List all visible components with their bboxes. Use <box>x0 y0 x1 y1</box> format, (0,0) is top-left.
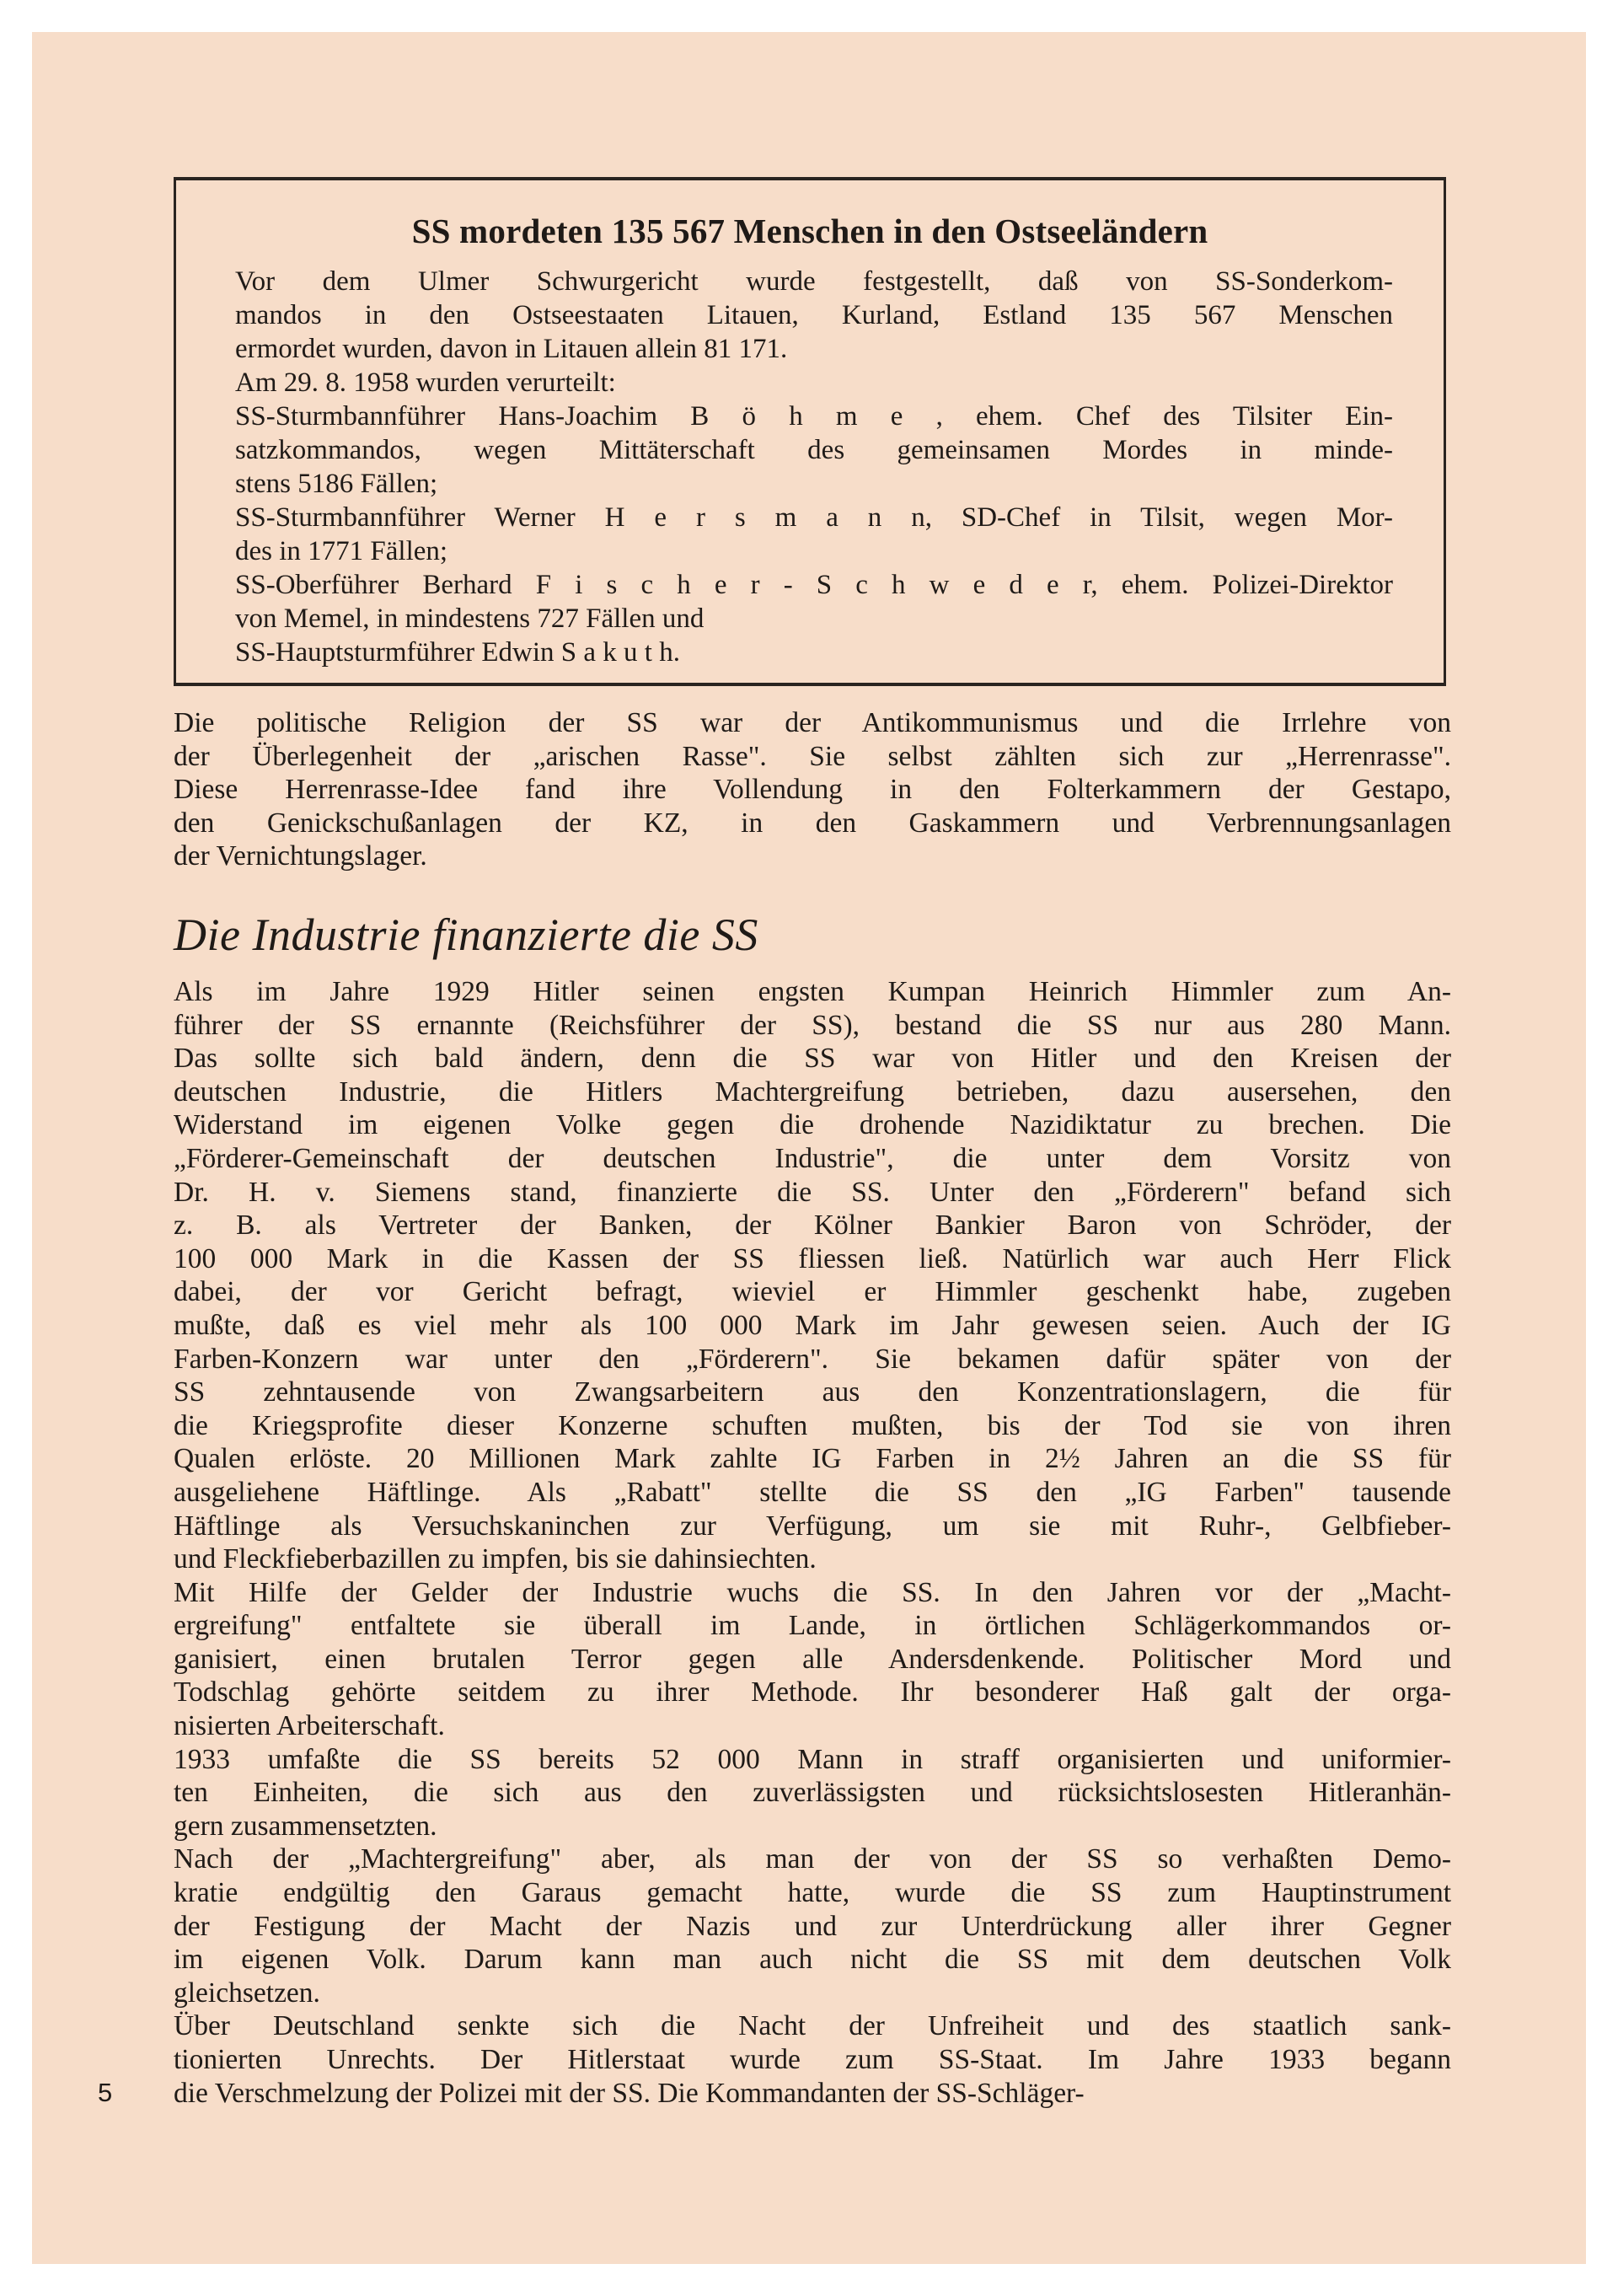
box-line: satzkommandos, wegen Mittäterschaft des gemeinsamen Mordes in minde- <box>235 435 1393 465</box>
section-line: 100 000 Mark in die Kassen der SS fliessen ließ. Natürlich war auch Herr Flick <box>174 1242 1451 1274</box>
box-line: ermordet wurden, davon in Litauen allein 81 171. <box>235 334 788 364</box>
box-text <box>235 265 1393 669</box>
section-line: Über Deutschland senkte sich die Nacht der Unfreiheit und des staatlich sank- <box>174 2010 1451 2042</box>
section-line: führer der SS ernannte (Reichsführer der SS), bestand die SS nur aus 280 Mann. <box>174 1009 1451 1041</box>
page-number: 5 <box>98 2078 113 2107</box>
section-line: Qualen erlöste. 20 Millionen Mark zahlte IG Farben in 2½ Jahren an die SS für <box>174 1443 1451 1475</box>
intro-line: der Vernichtungslager. <box>174 840 427 872</box>
box-line: von Memel, in mindestens 727 Fällen und <box>235 604 705 634</box>
box-line: des in 1771 Fällen; <box>235 536 448 566</box>
section-line: Nach der „Machtergreifung" aber, als man der von der SS so verhaßten Demo- <box>174 1843 1451 1875</box>
intro-line: Die politische Religion der SS war der Antikommunismus und die Irrlehre von <box>174 707 1451 738</box>
section-line: z. B. als Vertreter der Banken, der Kölner Bankier Baron von Schröder, der <box>174 1210 1451 1242</box>
section-line: Dr. H. v. Siemens stand, finanzierte die SS. Unter den „Förderern" befand sich <box>174 1176 1451 1208</box>
box-line: SS-Hauptsturmführer Edwin S a k u t h. <box>235 637 680 668</box>
section-line: ten Einheiten, die sich aus den zuverlässigsten und rücksichtslosesten Hitleranhän- <box>174 1777 1451 1809</box>
section-line: nisierten Arbeiterschaft. <box>174 1710 445 1742</box>
section-line: Farben-Konzern war unter den „Förderern". Sie bekamen dafür später von der <box>174 1343 1451 1375</box>
section-line: gleichsetzen. <box>174 1977 320 2009</box>
section-line: die Verschmelzung der Polizei mit der SS. Die Kommandanten der SS-Schläger- <box>174 2077 1085 2109</box>
section-line: der Festigung der Macht der Nazis und zur Unterdrückung aller ihrer Gegner <box>174 1910 1451 1942</box>
section-line: mußte, daß es viel mehr als 100 000 Mark im Jahr gewesen seien. Auch der IG <box>174 1309 1451 1341</box>
section-line: Todschlag gehörte seitdem zu ihrer Methode. Ihr besonderer Haß galt der orga- <box>174 1676 1451 1709</box>
section-line: und Fleckfieberbazillen zu impfen, bis sie dahinsiechten. <box>174 1543 817 1575</box>
boxed-news-item <box>174 177 1446 686</box>
box-line: Am 29. 8. 1958 wurden verurteilt: <box>235 367 616 398</box>
section-line: tionierten Unrechts. Der Hitlerstaat wurde zum SS-Staat. Im Jahre 1933 begann <box>174 2044 1451 2075</box>
section-line: Als im Jahre 1929 Hitler seinen engsten Kumpan Heinrich Himmler zum An- <box>174 976 1451 1007</box>
section-line: Häftlinge als Versuchskaninchen zur Verfügung, um sie mit Ruhr-, Gelbfieber- <box>174 1510 1451 1542</box>
box-title: SS mordeten 135 567 Menschen in den Ostseeländern <box>411 212 1208 250</box>
intro-paragraph <box>174 706 1451 873</box>
section-line: gern zusammensetzten. <box>174 1810 437 1842</box>
section-line: ausgeliehene Häftlinge. Als „Rabatt" stellte die SS den „IG Farben" tausende <box>174 1476 1451 1508</box>
section-line: ergreifung" entfaltete sie überall im Lande, in örtlichen Schlägerkommandos or- <box>174 1610 1451 1642</box>
section-line: 1933 umfaßte die SS bereits 52 000 Mann in straff organisierten und uniformier- <box>174 1743 1451 1775</box>
section-line: SS zehntausende von Zwangsarbeitern aus den Konzentrationslagern, die für <box>174 1376 1451 1408</box>
intro-line: den Genickschußanlagen der KZ, in den Gaskammern und Verbrennungsanlagen <box>174 807 1451 839</box>
box-line: SS-Oberführer Berhard F i s c h e r - S c h w e d e r, ehem. Polizei-Direktor <box>235 570 1393 600</box>
intro-line: der Überlegenheit der „arischen Rasse". Sie selbst zählten sich zur „Herrenrasse". <box>174 740 1451 772</box>
section-line: im eigenen Volk. Darum kann man auch nicht die SS mit dem deutschen Volk <box>174 1944 1451 1976</box>
intro-line: Diese Herrenrasse-Idee fand ihre Vollendung in den Folterkammern der Gestapo, <box>174 774 1451 806</box>
section-line: Das sollte sich bald ändern, denn die SS war von Hitler und den Kreisen der <box>174 1043 1451 1075</box>
section-line: die Kriegsprofite dieser Konzerne schuften mußten, bis der Tod sie von ihren <box>174 1409 1451 1441</box>
section-line: „Förderer-Gemeinschaft der deutschen Industrie", die unter dem Vorsitz von <box>174 1142 1451 1174</box>
section-line: ganisiert, einen brutalen Terror gegen alle Andersdenkende. Politischer Mord und <box>174 1643 1451 1675</box>
box-line: mandos in den Ostseestaaten Litauen, Kurland, Estland 135 567 Menschen <box>235 300 1393 330</box>
box-line: Vor dem Ulmer Schwurgericht wurde festgestellt, daß von SS-Sonderkom- <box>235 266 1393 297</box>
section-line: kratie endgültig den Garaus gemacht hatte, wurde die SS zum Hauptinstrument <box>174 1877 1451 1909</box>
box-line: SS-Sturmbannführer Hans-Joachim B ö h m e , ehem. Chef des Tilsiter Ein- <box>235 401 1393 432</box>
section-line: Mit Hilfe der Gelder der Industrie wuchs die SS. In den Jahren vor der „Macht- <box>174 1576 1451 1608</box>
section-body <box>174 975 1451 2110</box>
box-line: SS-Sturmbannführer Werner H e r s m a n n, SD-Chef in Tilsit, wegen Mor- <box>235 502 1393 533</box>
section-line: deutschen Industrie, die Hitlers Machtergreifung betrieben, dazu ausersehen, den <box>174 1076 1451 1108</box>
section-line: Widerstand im eigenen Volke gegen die drohende Nazidiktatur zu brechen. Die <box>174 1109 1451 1141</box>
box-line: stens 5186 Fällen; <box>235 469 438 499</box>
section-line: dabei, der vor Gericht befragt, wieviel er Himmler geschenkt habe, zugeben <box>174 1276 1451 1308</box>
section-heading: Die Industrie finanzierte die SS <box>174 909 758 960</box>
